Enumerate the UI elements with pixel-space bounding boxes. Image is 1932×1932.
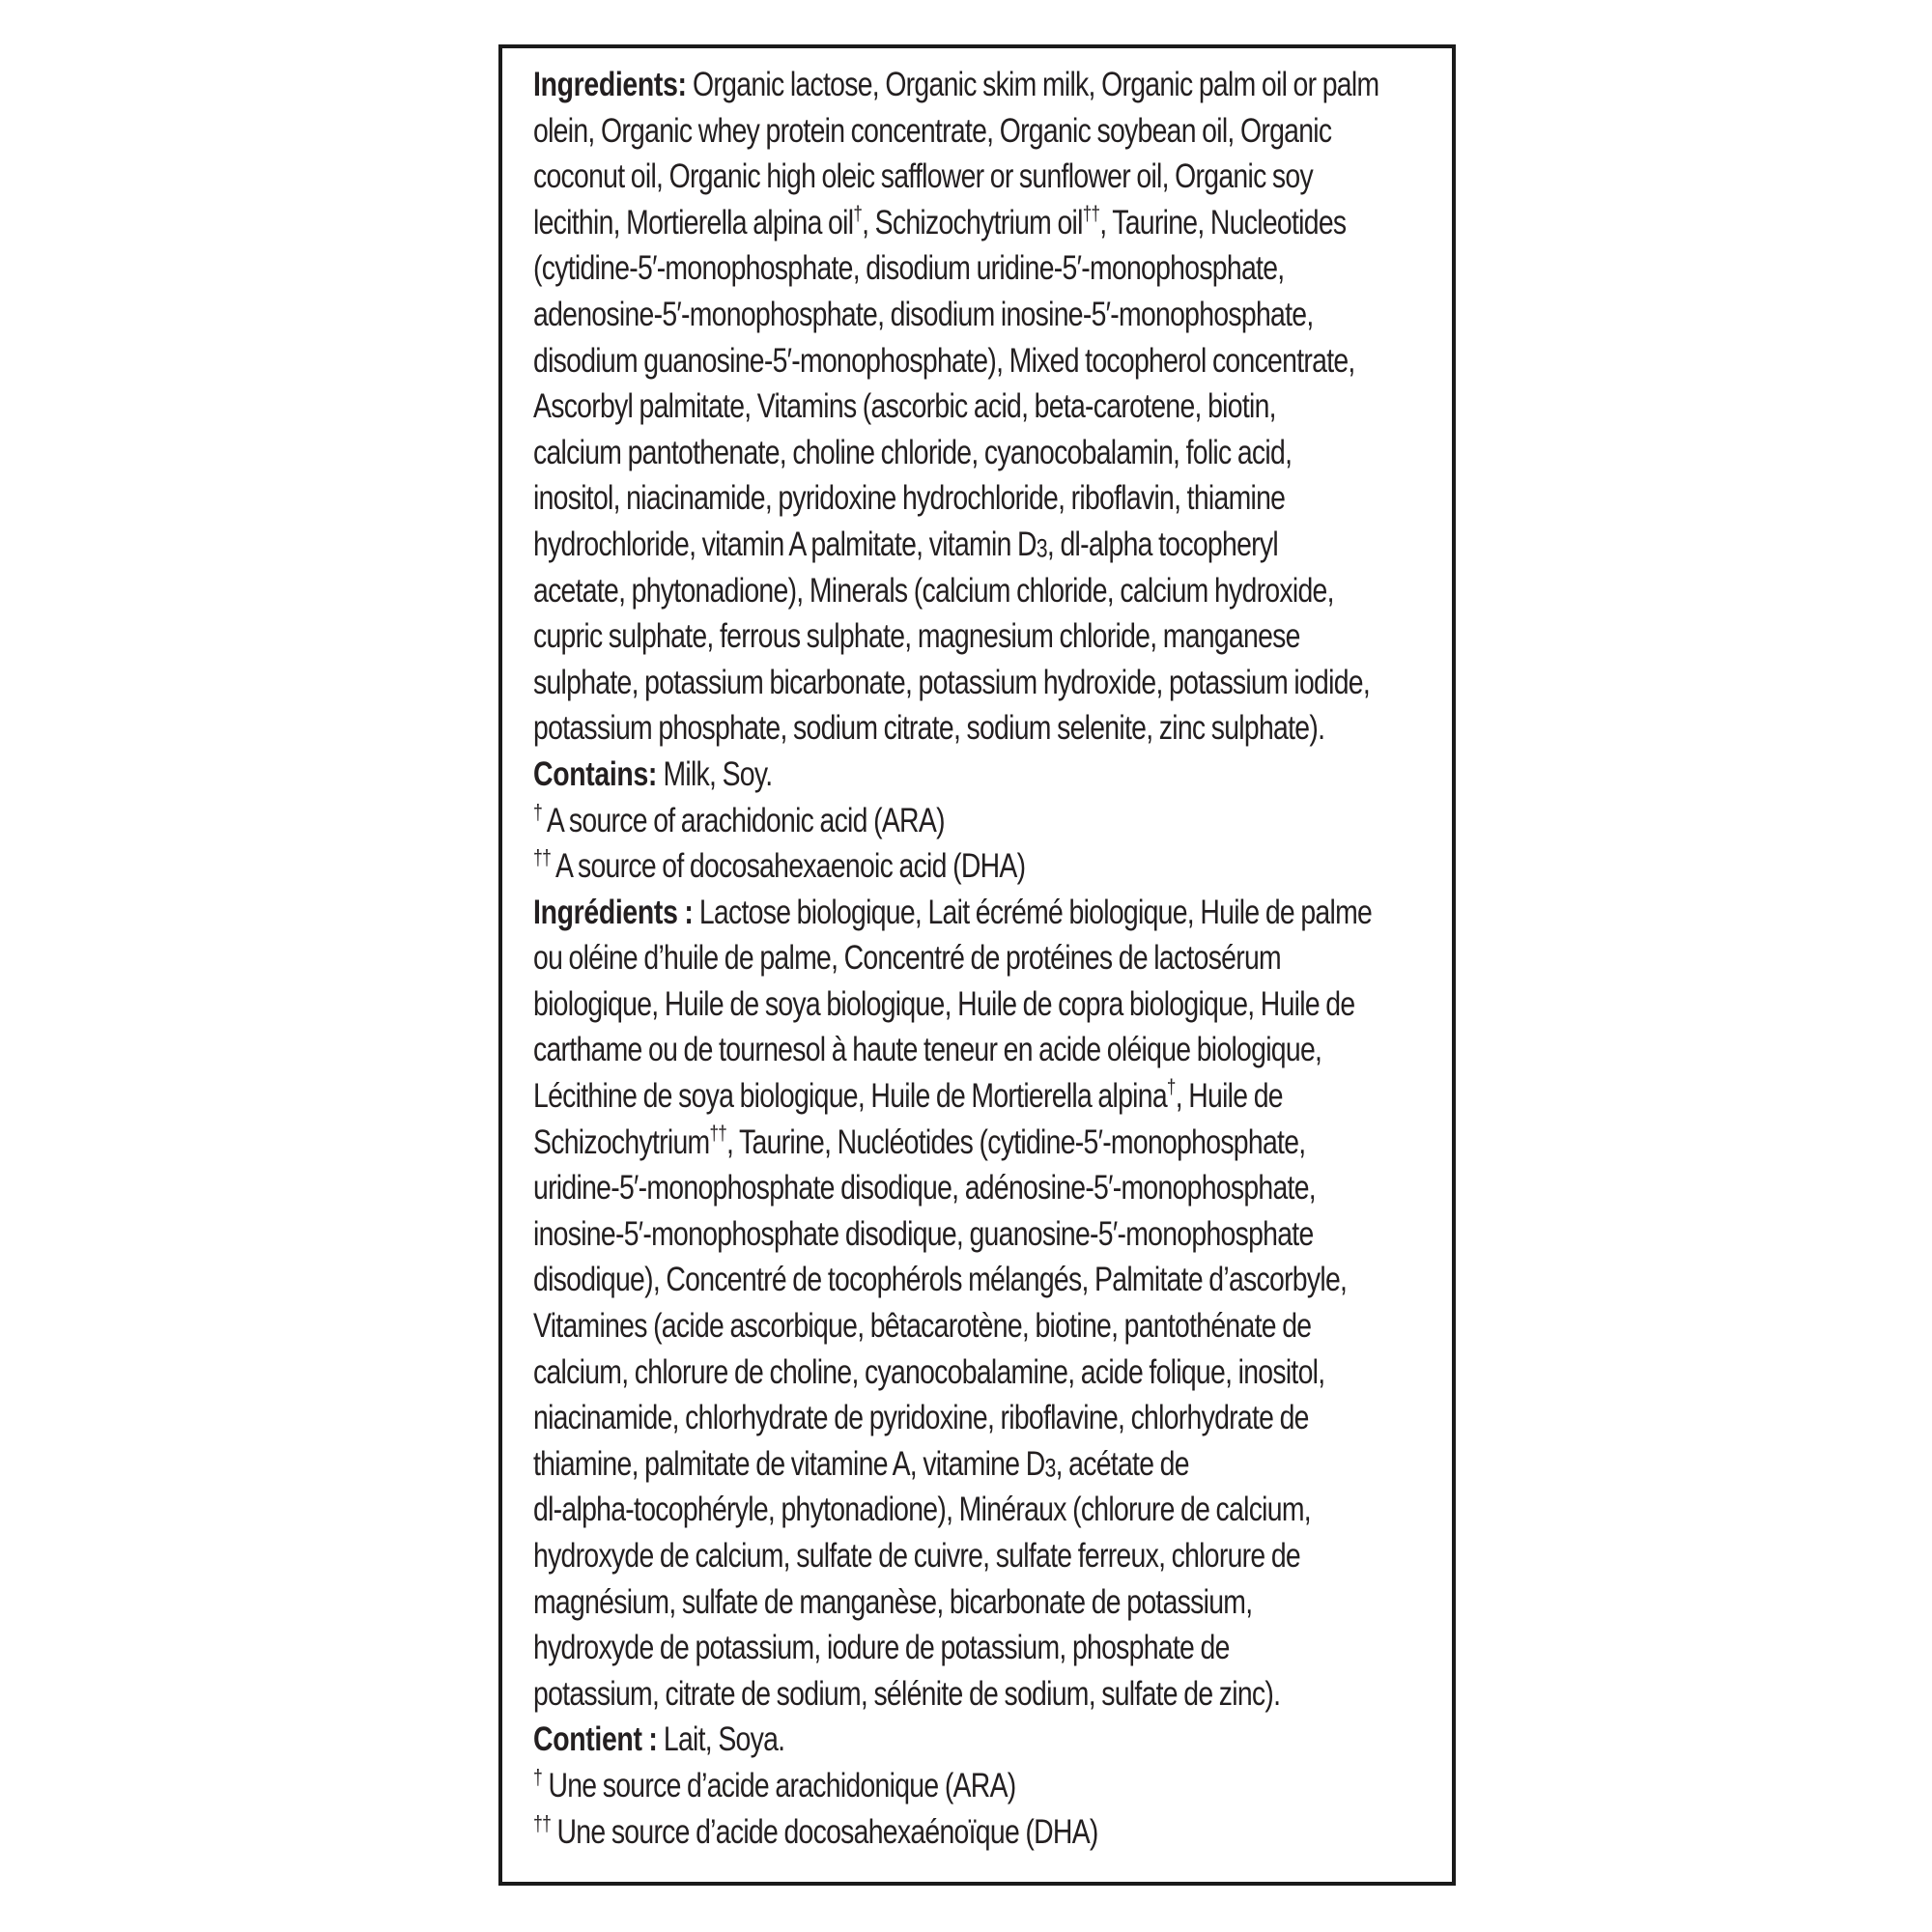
english-line-4-c: , Taurine, Nucleotides: [1099, 202, 1347, 242]
english-line-5: (cytidine-5′-monophosphate, disodium uridine-5′-monophosphate,: [533, 248, 1285, 288]
french-line-4: carthame ou de tournesol à haute teneur en acide oléique biologique,: [533, 1030, 1322, 1069]
english-line-9: calcium pantothenate, choline chloride, cyanocobalamin, folic acid,: [533, 432, 1293, 471]
french-contains-text: Lait, Soya.: [657, 1719, 785, 1759]
french-line-13-b: , acétate de: [1055, 1443, 1189, 1483]
english-line-1-text: Organic lactose, Organic skim milk, Organic palm oil or palm: [686, 65, 1379, 103]
footnote-dagger-mark: †: [533, 799, 543, 824]
ingredients-text-block: [533, 62, 1434, 1855]
subscript-3: 3: [1044, 1453, 1056, 1483]
footnote-double-dagger-mark: ††: [533, 1810, 552, 1835]
english-line-2: olein, Organic whey protein concentrate, Organic soybean oil, Organic: [533, 110, 1332, 150]
french-line-12: niacinamide, chlorhydrate de pyridoxine, riboflavine, chlorhydrate de: [533, 1398, 1309, 1437]
english-line-15: potassium phosphate, sodium citrate, sodium selenite, zinc sulphate).: [533, 708, 1325, 748]
french-line-18: potassium, citrate de sodium, sélénite de sodium, sulfate de zinc).: [533, 1673, 1281, 1713]
english-contains-text: Milk, Soy.: [657, 753, 773, 793]
dagger-mark: †: [1166, 1075, 1176, 1099]
english-line-12: acetate, phytonadione), Minerals (calcium chloride, calcium hydroxide,: [533, 570, 1334, 610]
subscript-3: 3: [1036, 533, 1047, 563]
french-line-13: [533, 1441, 1434, 1488]
french-line-15: hydroxyde de calcium, sulfate de cuivre, sulfate ferreux, chlorure de: [533, 1536, 1300, 1575]
french-line-10: Vitamines (acide ascorbique, bêtacarotène, biotine, pantothénate de: [533, 1306, 1312, 1346]
english-footnote-1: [533, 798, 1434, 844]
english-ingredients-heading: Ingredients:: [533, 65, 687, 103]
french-line-3: biologique, Huile de soya biologique, Huile de copra biologique, Huile de: [533, 983, 1355, 1023]
english-line-8: Ascorbyl palmitate, Vitamins (ascorbic acid, beta-carotene, biotin,: [533, 386, 1276, 426]
french-line-6-b: , Taurine, Nucléotides (cytidine-5′-monophosphate,: [725, 1122, 1306, 1161]
english-line-4: [533, 200, 1434, 246]
french-line-13-a: thiamine, palmitate de vitamine A, vitamine D: [533, 1443, 1045, 1483]
ingredients-panel: [498, 44, 1456, 1886]
french-line-5-a: Lécithine de soya biologique, Huile de Mortierella alpina: [533, 1076, 1167, 1116]
english-line-1: [533, 62, 1434, 108]
double-dagger-mark: ††: [709, 1121, 726, 1145]
english-line-11: [533, 522, 1434, 568]
french-footnote-1: [533, 1763, 1434, 1809]
french-line-6-a: Schizochytrium: [533, 1122, 710, 1161]
english-line-14: sulphate, potassium bicarbonate, potassium hydroxide, potassium iodide,: [533, 662, 1371, 701]
french-contains-heading: Contient :: [533, 1719, 658, 1759]
english-contains-heading: Contains:: [533, 753, 658, 793]
french-line-2: ou oléine d’huile de palme, Concentré de protéines de lactosérum: [533, 938, 1281, 978]
double-dagger-mark: ††: [1082, 201, 1100, 225]
english-line-4-a: lecithin, Mortierella alpina oil: [533, 202, 854, 242]
french-line-9: disodique), Concentré de tocophérols mélangés, Palmitate d’ascorbyle,: [533, 1260, 1348, 1299]
english-line-10: inositol, niacinamide, pyridoxine hydrochloride, riboflavin, thiamine: [533, 478, 1286, 518]
french-line-6: [533, 1120, 1434, 1166]
french-footnote-2: [533, 1809, 1434, 1856]
footnote-dagger-mark: †: [533, 1764, 543, 1789]
french-line-11: calcium, chlorure de choline, cyanocobalamine, acide folique, inositol,: [533, 1351, 1325, 1391]
english-line-6: adenosine-5′-monophosphate, disodium inosine-5′-monophosphate,: [533, 294, 1314, 333]
french-line-14: dl-alpha-tocophéryle, phytonadione), Minéraux (chlorure de calcium,: [533, 1490, 1311, 1529]
french-line-8: inosine-5′-monophosphate disodique, guanosine-5′-monophosphate: [533, 1213, 1314, 1253]
english-line-11-a: hydrochloride, vitamin A palmitate, vitamin D: [533, 524, 1037, 563]
dagger-mark: †: [853, 201, 863, 225]
french-ingredients-heading: Ingrédients :: [533, 892, 694, 931]
english-line-7: disodium guanosine-5′-monophosphate), Mixed tocopherol concentrate,: [533, 340, 1355, 380]
french-contains-line: [533, 1717, 1434, 1763]
english-line-13: cupric sulphate, ferrous sulphate, magnesium chloride, manganese: [533, 616, 1300, 656]
english-line-3: coconut oil, Organic high oleic safflower or sunflower oil, Organic soy: [533, 156, 1313, 196]
french-line-7: uridine-5′-monophosphate disodique, adénosine-5′-monophosphate,: [533, 1168, 1316, 1208]
french-footnote-2-text: Une source d’acide docosahexaénoïque (DHA): [551, 1811, 1098, 1851]
french-line-1-text: Lactose biologique, Lait écrémé biologique, Huile de palme: [693, 892, 1373, 931]
french-line-1: [533, 890, 1434, 936]
french-line-5-b: , Huile de: [1175, 1076, 1283, 1116]
french-line-16: magnésium, sulfate de manganèse, bicarbonate de potassium,: [533, 1581, 1253, 1621]
french-line-5: [533, 1073, 1434, 1120]
english-contains-line: [533, 752, 1434, 798]
english-footnote-2-text: A source of docosahexaenoic acid (DHA): [551, 846, 1026, 886]
english-footnote-2: [533, 843, 1434, 890]
english-line-4-b: , Schizochytrium oil: [862, 202, 1083, 242]
french-line-17: hydroxyde de potassium, iodure de potassium, phosphate de: [533, 1628, 1230, 1667]
english-line-11-b: , dl-alpha tocopheryl: [1046, 524, 1278, 563]
english-footnote-1-text: A source of arachidonic acid (ARA): [542, 800, 945, 839]
french-footnote-1-text: Une source d’acide arachidonique (ARA): [542, 1765, 1016, 1804]
footnote-double-dagger-mark: ††: [533, 844, 552, 869]
